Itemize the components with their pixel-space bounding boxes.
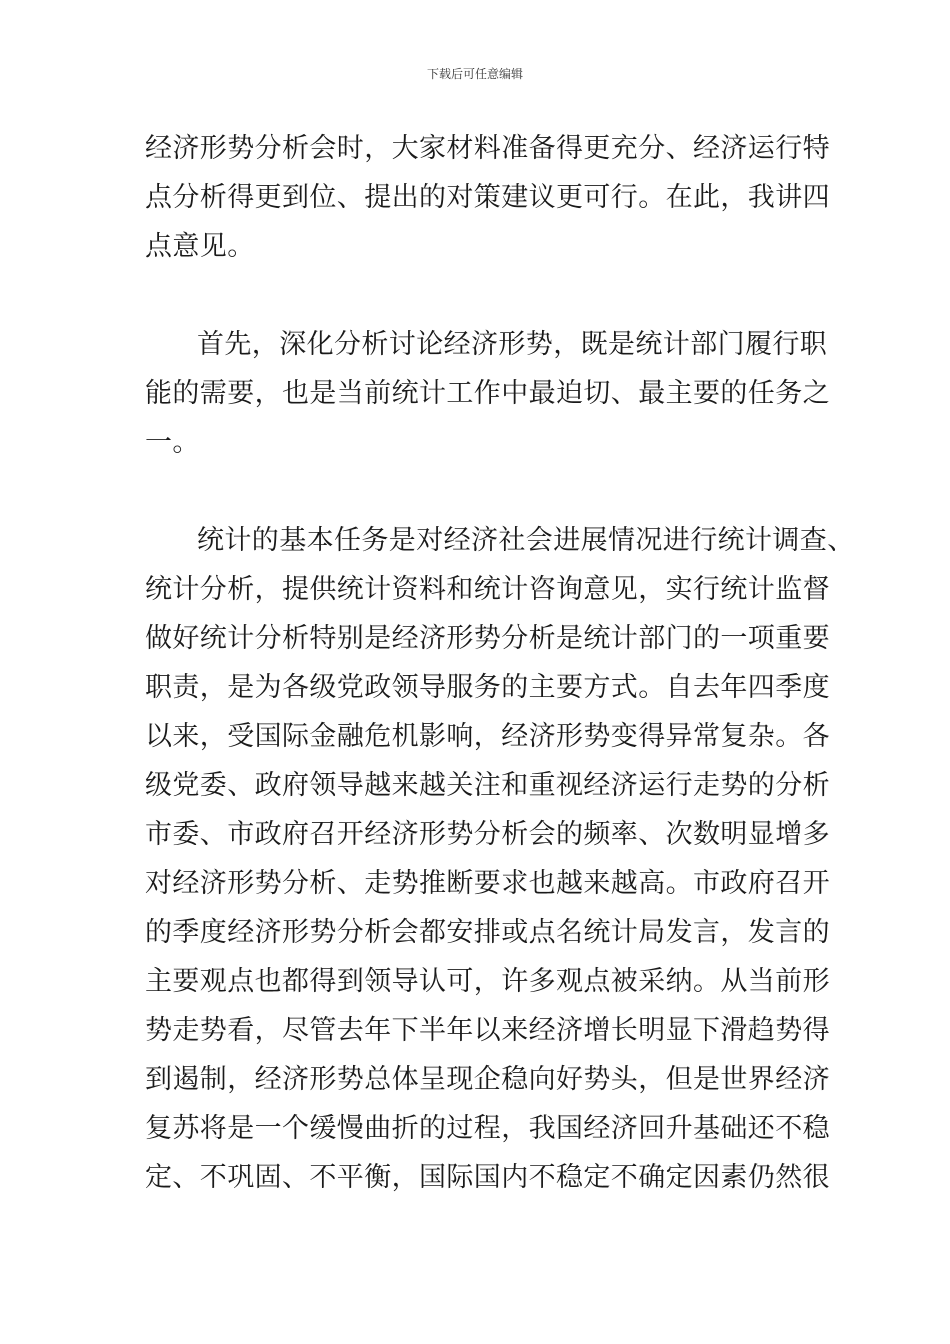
text-line: 复苏将是一个缓慢曲折的过程，我国经济回升基础还不稳 (145, 1113, 830, 1144)
text-line: 级党委、政府领导越来越关注和重视经济运行走势的分析 (145, 770, 830, 801)
text-line: 主要观点也都得到领导认可，许多观点被采纳。从当前形 (145, 966, 830, 997)
text-line: 统计的基本任务是对经济社会进展情况进行统计调查、 (197, 525, 855, 556)
paragraph-1 (145, 124, 830, 271)
text-line: 到遏制，经济形势总体呈现企稳向好势头，但是世界经济 (145, 1064, 830, 1095)
text-line: 做好统计分析特别是经济形势分析是统计部门的一项重要 (145, 623, 830, 654)
text-line: 定、不巩固、不平衡，国际国内不稳定不确定因素仍然很 (145, 1162, 830, 1193)
text-line: 一。 (145, 427, 200, 458)
paragraph-gap (145, 467, 810, 516)
text-line: 的季度经济形势分析会都安排或点名统计局发言，发言的 (145, 917, 830, 948)
text-line: 点分析得更到位、提出的对策建议更可行。在此，我讲四 (145, 182, 830, 213)
text-line: 职责，是为各级党政领导服务的主要方式。自去年四季度 (145, 672, 830, 703)
text-line: 经济形势分析会时，大家材料准备得更充分、经济运行特 (145, 133, 830, 164)
text-line: 首先，深化分析讨论经济形势，既是统计部门履行职 (197, 329, 828, 360)
paragraph-2 (145, 320, 830, 467)
paragraph-3 (145, 516, 855, 1202)
text-line: 市委、市政府召开经济形势分析会的频率、次数明显增多 (145, 819, 830, 850)
text-line: 点意见。 (145, 231, 255, 262)
page-header-note: 下载后可任意编辑 (426, 67, 523, 81)
document-body (145, 124, 855, 1202)
paragraph-gap (145, 271, 810, 320)
text-line: 势走势看，尽管去年下半年以来经济增长明显下滑趋势得 (145, 1015, 830, 1046)
text-line: 能的需要，也是当前统计工作中最迫切、最主要的任务之 (145, 378, 830, 409)
text-line: 对经济形势分析、走势推断要求也越来越高。市政府召开 (145, 868, 830, 899)
text-line: 统计分析，提供统计资料和统计咨询意见，实行统计监督 (145, 574, 830, 605)
text-line: 以来，受国际金融危机影响，经济形势变得异常复杂。各 (145, 721, 830, 752)
